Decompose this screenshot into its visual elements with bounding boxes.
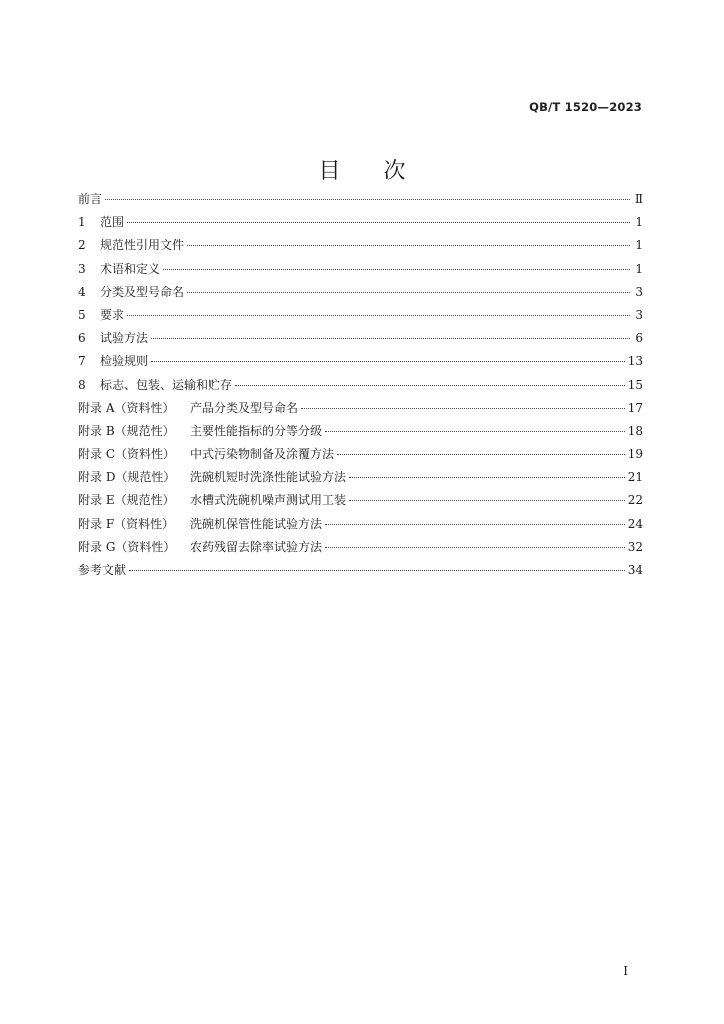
toc-entry-page: 1 <box>635 215 643 230</box>
toc-entry-label: 前言 <box>78 192 103 206</box>
toc-entry-label: 中式污染物制备及涂覆方法 <box>190 447 335 462</box>
toc-title: 目 次 <box>318 159 424 184</box>
toc-entry-label: 主要性能指标的分等分级 <box>190 423 323 438</box>
toc-entry-annex-prefix: 附录 G（资料性） <box>78 539 176 554</box>
toc-entry[interactable] <box>78 283 643 306</box>
toc-entry-leader-dots <box>163 269 630 270</box>
toc-entry[interactable] <box>78 352 643 375</box>
toc-entry[interactable] <box>78 260 643 283</box>
toc-entry-label: 规范性引用文件 <box>100 238 185 253</box>
toc-entry-leader-dots <box>337 454 625 455</box>
toc-entry-number: 6 <box>78 331 86 346</box>
toc-entry-label: 产品分类及型号命名 <box>190 400 299 415</box>
toc-entry-annex-prefix: 附录 D（规范性） <box>78 470 176 485</box>
toc-entry-leader-dots <box>105 199 630 200</box>
toc-entry[interactable] <box>78 538 643 561</box>
toc-entry-page: 15 <box>627 377 643 392</box>
toc-entry-leader-dots <box>151 361 625 362</box>
toc-entry[interactable] <box>78 376 643 399</box>
page-number: I <box>623 964 628 978</box>
toc-entry-page: 24 <box>627 516 643 531</box>
standard-code: QB/T 1520—2023 <box>529 100 642 114</box>
toc-entry-label: 检验规则 <box>100 354 149 369</box>
toc-entry-leader-dots <box>151 338 630 339</box>
toc-entry-annex-prefix: 附录 E（规范性） <box>78 493 175 508</box>
toc-entry-leader-dots <box>187 292 630 293</box>
toc-entry-page: 18 <box>627 423 643 438</box>
toc-entry-page: 34 <box>627 563 643 577</box>
toc-entry-page: 1 <box>635 261 643 276</box>
toc-entry-label: 术语和定义 <box>100 261 161 276</box>
toc-entry-leader-dots <box>325 547 625 548</box>
toc-entry-leader-dots <box>129 570 625 571</box>
toc-entry-leader-dots <box>325 431 625 432</box>
toc-entry-annex-prefix: 附录 F（资料性） <box>78 516 175 531</box>
toc-entry[interactable] <box>78 306 643 329</box>
toc-entry-label: 水槽式洗碗机噪声测试用工装 <box>190 493 347 508</box>
toc-entry-label: 分类及型号命名 <box>100 284 185 299</box>
toc-list <box>78 190 643 584</box>
toc-entry-page: 19 <box>627 447 643 462</box>
toc-entry[interactable] <box>78 445 643 468</box>
toc-entry-number: 7 <box>78 354 86 369</box>
toc-entry[interactable] <box>78 422 643 445</box>
toc-entry[interactable] <box>78 561 643 584</box>
toc-entry-leader-dots <box>301 408 625 409</box>
toc-entry-page: 3 <box>635 307 643 322</box>
toc-entry-label: 洗碗机保管性能试验方法 <box>190 516 323 531</box>
toc-entry-label: 要求 <box>100 307 125 322</box>
toc-entry-number: 4 <box>78 284 86 299</box>
toc-entry-label: 农药残留去除率试验方法 <box>190 539 323 554</box>
toc-entry-page: 32 <box>627 539 643 554</box>
toc-entry-number: 2 <box>78 238 86 253</box>
toc-entry-number: 1 <box>78 215 86 230</box>
toc-entry-page: 13 <box>627 354 643 369</box>
toc-entry-leader-dots <box>127 315 630 316</box>
toc-entry-label: 标志、包装、运输和贮存 <box>100 377 233 392</box>
toc-entry-label: 试验方法 <box>100 331 149 346</box>
toc-entry-leader-dots <box>349 477 625 478</box>
toc-entry-label: 洗碗机短时洗涤性能试验方法 <box>190 470 347 485</box>
toc-entry[interactable] <box>78 213 643 236</box>
toc-entry-label: 参考文献 <box>78 563 127 577</box>
toc-entry-number: 3 <box>78 261 86 276</box>
toc-entry-page: 17 <box>627 400 643 415</box>
toc-entry-leader-dots <box>349 500 625 501</box>
toc-entry-page: 21 <box>627 470 643 485</box>
toc-entry-annex-prefix: 附录 C（资料性） <box>78 447 175 462</box>
toc-entry-page: 3 <box>635 284 643 299</box>
toc-entry[interactable] <box>78 399 643 422</box>
toc-entry-page: 6 <box>635 331 643 346</box>
toc-entry-page: 22 <box>627 493 643 508</box>
toc-entry[interactable] <box>78 236 643 259</box>
toc-entry[interactable] <box>78 329 643 352</box>
toc-entry[interactable] <box>78 190 643 213</box>
toc-entry-label: 范围 <box>100 215 125 230</box>
toc-entry-page: 1 <box>635 238 643 253</box>
toc-entry[interactable] <box>78 468 643 491</box>
toc-entry[interactable] <box>78 515 643 538</box>
toc-entry-number: 8 <box>78 377 86 392</box>
toc-entry-leader-dots <box>187 245 630 246</box>
toc-entry-number: 5 <box>78 307 86 322</box>
toc-entry-leader-dots <box>127 222 630 223</box>
toc-entry-page: Ⅱ <box>634 192 643 206</box>
toc-entry-annex-prefix: 附录 A（资料性） <box>78 400 175 415</box>
toc-entry[interactable] <box>78 491 643 514</box>
toc-entry-leader-dots <box>235 385 625 386</box>
toc-entry-annex-prefix: 附录 B（规范性） <box>78 423 175 438</box>
toc-entry-leader-dots <box>325 524 625 525</box>
